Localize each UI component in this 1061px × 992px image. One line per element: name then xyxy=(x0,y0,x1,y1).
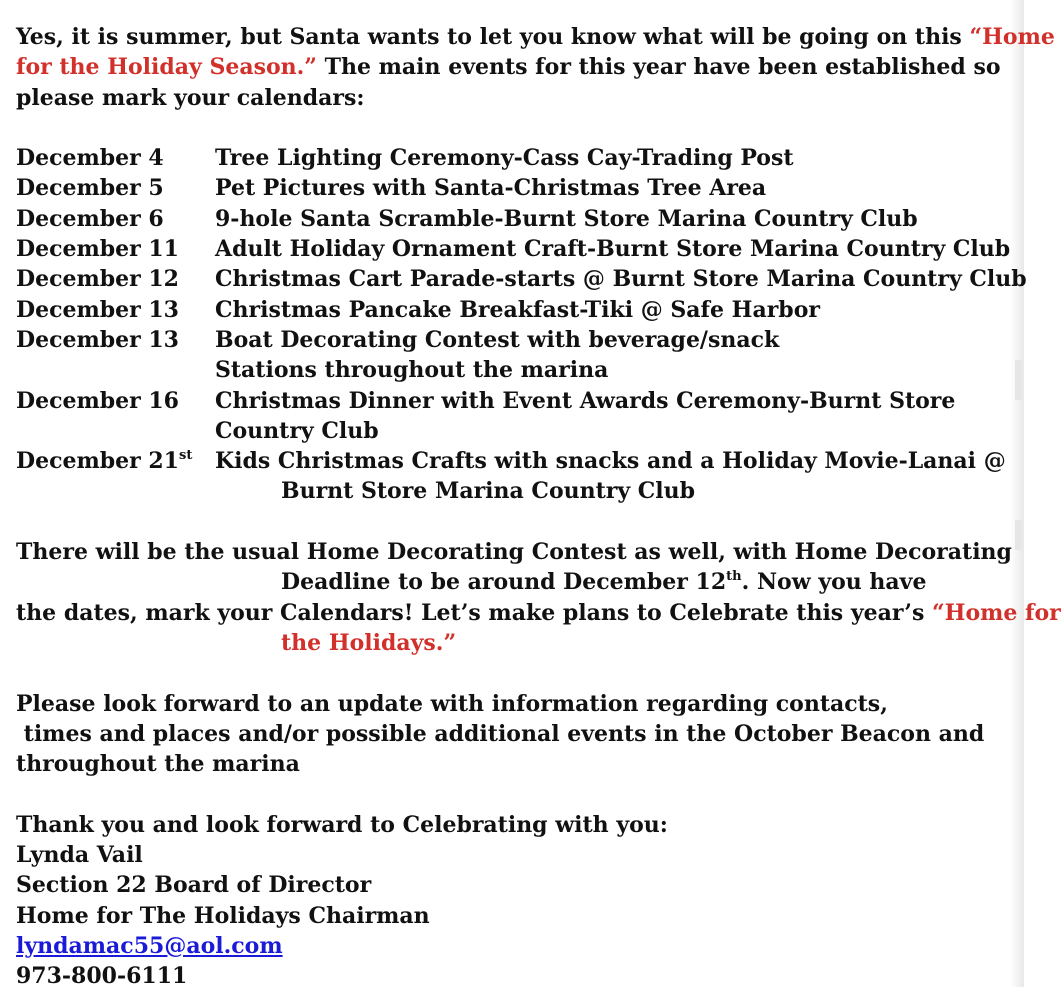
contest-line xyxy=(16,567,1016,597)
date-suffix: st xyxy=(179,447,193,463)
event-continuation: Country Club xyxy=(215,417,379,444)
event-continuation: Stations throughout the marina xyxy=(215,357,609,384)
event-description: Christmas Dinner with Event Awards Ceremony-Burnt Store xyxy=(215,387,956,414)
event-row xyxy=(16,386,1016,416)
update-line: Please look forward to an update with information regarding contacts, xyxy=(16,690,888,717)
intro-highlight: for the Holiday Season.” xyxy=(16,54,317,81)
signer-role: Section 22 Board of Director xyxy=(16,872,372,899)
event-description: Adult Holiday Ornament Craft-Burnt Store Marina Country Club xyxy=(215,236,1011,263)
phone-number: 973-800-6111 xyxy=(16,963,188,990)
event-row xyxy=(16,325,1016,355)
update-paragraph xyxy=(16,689,1016,780)
signer-role: Home for The Holidays Chairman xyxy=(16,902,430,929)
intro-highlight: “Home xyxy=(969,24,1055,50)
contest-text: . Now you have xyxy=(741,569,927,596)
intro-text: Yes, it is summer, but Santa wants to let you know what will be going on this xyxy=(16,24,970,50)
intro-text: The main events for this year have been established so xyxy=(316,54,1001,81)
event-date: December 5 xyxy=(16,175,164,202)
signature-block xyxy=(16,810,1016,992)
edge-mark xyxy=(1015,360,1022,400)
intro-line xyxy=(16,22,1055,52)
date-suffix: th xyxy=(726,569,742,585)
event-date: December 13 xyxy=(16,326,179,353)
event-description: Tree Lighting Ceremony-Cass Cay-Trading Post xyxy=(215,145,794,172)
contest-line xyxy=(16,598,1061,628)
event-list xyxy=(16,143,1027,507)
edge-mark xyxy=(1015,520,1022,550)
contest-line xyxy=(16,628,1016,658)
event-date: December 4 xyxy=(16,145,164,172)
contest-paragraph xyxy=(16,537,1061,658)
event-row xyxy=(16,173,1016,203)
intro-text: please mark your calendars: xyxy=(16,84,365,111)
event-row xyxy=(16,234,1016,264)
contest-text: Deadline to be around December 12 xyxy=(281,569,727,596)
intro-line xyxy=(16,83,1016,113)
event-description: Pet Pictures with Santa-Christmas Tree Area xyxy=(215,175,767,202)
intro-line xyxy=(16,52,1016,82)
thanks-line: Thank you and look forward to Celebrating with you: xyxy=(16,811,668,838)
event-row xyxy=(16,295,1016,325)
newsletter-article xyxy=(16,22,1061,992)
event-date: December 16 xyxy=(16,387,179,414)
event-date: December 13 xyxy=(16,296,179,323)
email-line xyxy=(16,931,1016,961)
update-line: times and places and/or possible additional events in the October Beacon and xyxy=(16,720,985,747)
event-date xyxy=(16,446,215,476)
signer-name: Lynda Vail xyxy=(16,842,143,869)
event-row xyxy=(16,204,1016,234)
event-description: Kids Christmas Crafts with snacks and a Holiday Movie-Lanai @ xyxy=(215,448,1006,475)
event-row xyxy=(16,446,1016,476)
event-date: December 12 xyxy=(16,266,179,293)
email-link[interactable]: lyndamac55@aol.com xyxy=(16,932,283,959)
contest-highlight: the Holidays.” xyxy=(281,629,457,656)
event-row xyxy=(16,264,1027,294)
event-description: Christmas Pancake Breakfast-Tiki @ Safe Harbor xyxy=(215,296,820,323)
update-line: throughout the marina xyxy=(16,751,300,778)
event-row xyxy=(16,143,1016,173)
event-continuation: Burnt Store Marina Country Club xyxy=(281,478,696,505)
contest-text: the dates, mark your Calendars! Let’s make plans to Celebrate this year’s xyxy=(16,599,932,626)
intro-paragraph xyxy=(16,22,1055,113)
event-date: December 6 xyxy=(16,205,164,232)
event-date-text: December 21 xyxy=(16,448,179,475)
event-description: Boat Decorating Contest with beverage/snack xyxy=(215,326,780,353)
contest-line: There will be the usual Home Decorating Contest as well, with Home Decorating xyxy=(16,539,1012,566)
event-date: December 11 xyxy=(16,236,179,263)
event-description: Christmas Cart Parade-starts @ Burnt Store Marina Country Club xyxy=(215,266,1027,293)
event-description: 9-hole Santa Scramble-Burnt Store Marina Country Club xyxy=(215,205,918,232)
contest-highlight: “Home for xyxy=(932,599,1061,626)
